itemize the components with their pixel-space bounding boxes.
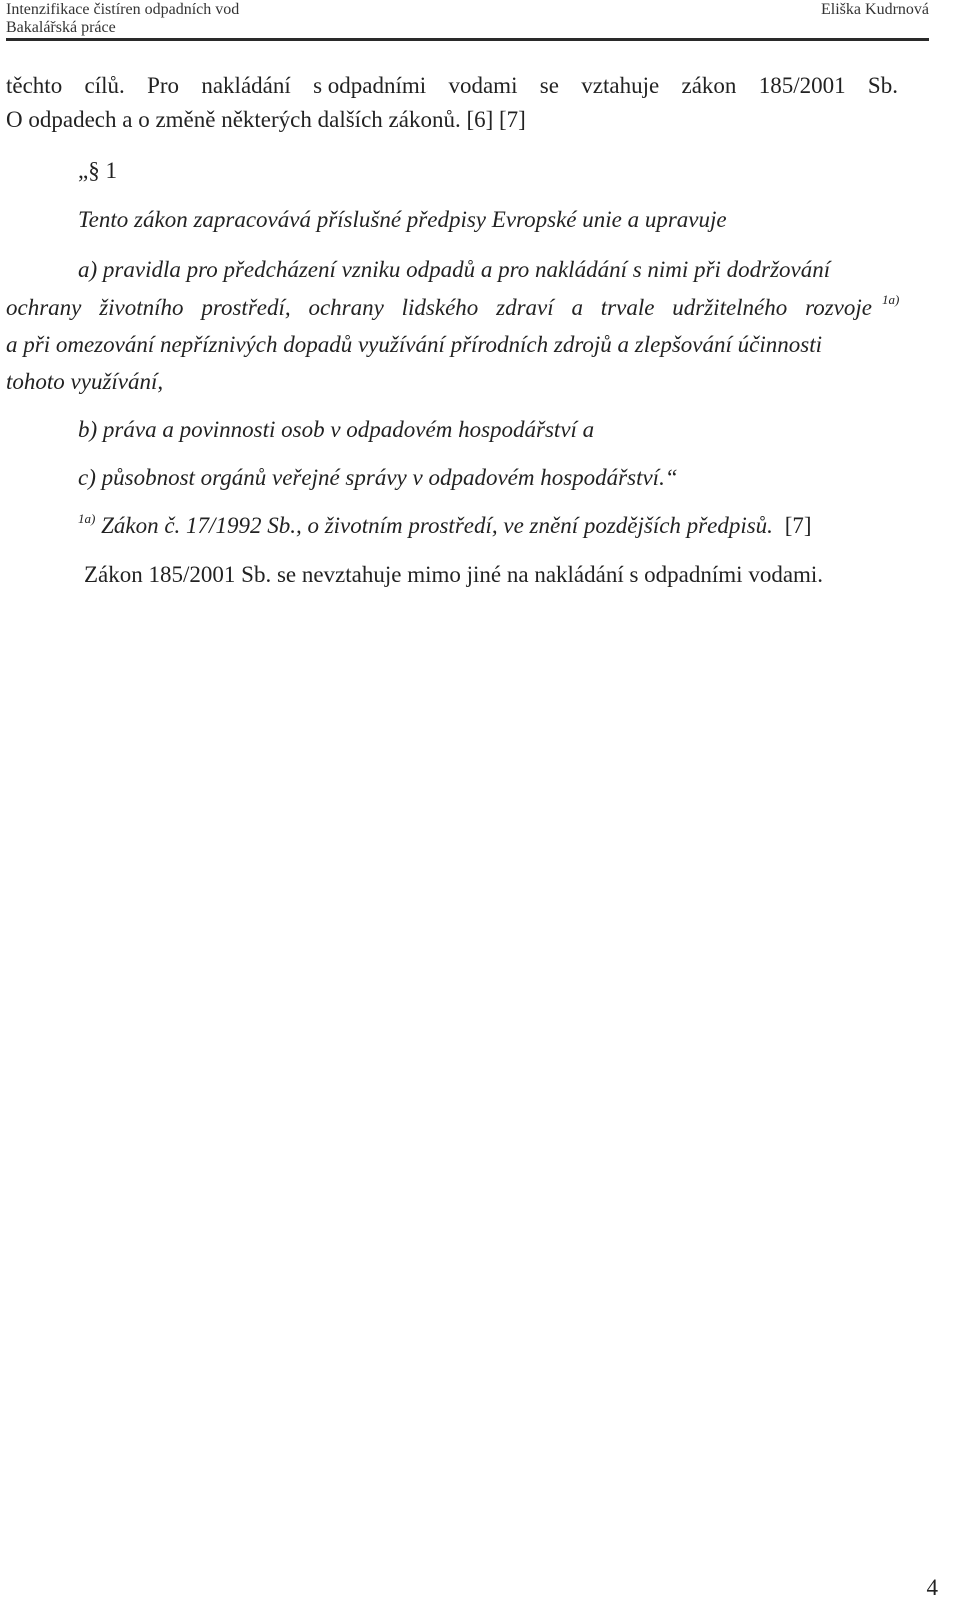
closing-sentence: Zákon 185/2001 Sb. se nevztahuje mimo jiné na nakládání s odpadními vodami. — [84, 562, 824, 587]
law-item-a-continued: tohoto využívání, — [6, 369, 164, 394]
document-title: Intenzifikace čistíren odpadních vod — [6, 1, 240, 18]
paragraph-word: s odpadními — [313, 73, 427, 98]
page-number: 4 — [926, 1575, 938, 1600]
paragraph-word: 185/2001 — [758, 73, 846, 98]
law-item-b: b) práva a povinnosti osob v odpadovém hospodářství a — [78, 417, 595, 442]
law-word: ochrany — [6, 295, 82, 320]
law-word: a — [571, 295, 583, 320]
paragraph-word: Sb. — [867, 73, 898, 98]
author-name: Eliška Kudrnová — [821, 1, 929, 18]
law-intro: Tento zákon zapracovává příslušné předpisy Evropské unie a upravuje — [78, 207, 727, 232]
law-item-a: a) pravidla pro předcházení vzniku odpadů a pro nakládání s nimi při dodržování — [78, 257, 831, 282]
law-word: životního — [99, 295, 184, 320]
paragraph-word: vztahuje — [581, 73, 660, 98]
paragraph-line — [6, 72, 898, 100]
footnote-text: Zákon č. 17/1992 Sb., o životním prostředí, ve znění pozdějších předpisů. — [101, 513, 773, 538]
header-left — [6, 1, 239, 37]
paragraph-word: zákon — [681, 73, 737, 98]
law-item-a-continued: a při omezování nepříznivých dopadů využívání přírodních zdrojů a zlepšování účinnosti — [6, 332, 822, 357]
law-word: prostředí, — [201, 295, 291, 320]
paragraph-word: Pro — [147, 73, 180, 98]
law-word: zdraví — [496, 295, 554, 320]
footnote-reference: 1a) — [882, 292, 900, 307]
footnote-label: 1a) — [78, 511, 96, 526]
law-word: trvale — [600, 295, 655, 320]
paragraph-word: nakládání — [201, 73, 291, 98]
footnote-citation: [7] — [784, 513, 812, 538]
paragraph-word: těchto — [6, 73, 63, 98]
law-word: ochrany — [308, 295, 384, 320]
law-item-a-continued — [6, 294, 916, 322]
law-item-a-words — [6, 294, 872, 322]
law-word: rozvoje — [805, 295, 872, 320]
paragraph-line: O odpadech a o změně některých dalších zákonů. [6] [7] — [6, 107, 526, 132]
paragraph-word: se — [539, 73, 559, 98]
section-heading: „§ 1 — [78, 158, 117, 183]
document-type: Bakalářská práce — [6, 19, 116, 36]
law-item-c: c) působnost orgánů veřejné správy v odpadovém hospodářství.“ — [78, 465, 678, 490]
footnote — [78, 512, 812, 543]
law-word: lidského — [401, 295, 479, 320]
paragraph-word: vodami — [448, 73, 518, 98]
page-header — [6, 0, 929, 41]
law-word: udržitelného — [672, 295, 788, 320]
paragraph-word: cílů. — [84, 73, 125, 98]
